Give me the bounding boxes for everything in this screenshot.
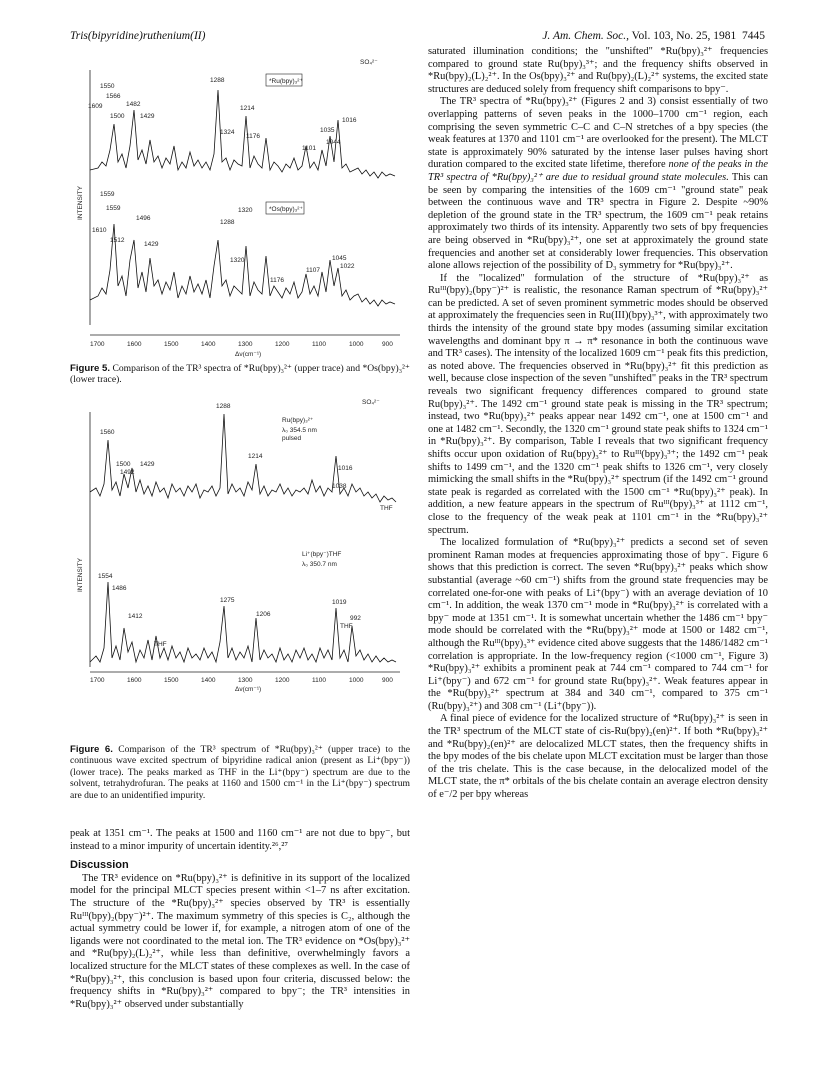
- figure-5-plot: [70, 50, 410, 360]
- figure-6-plot: [70, 392, 410, 694]
- x-tick: 1500: [164, 677, 179, 684]
- peak-label: 1320: [230, 257, 245, 264]
- figure-6-caption: [70, 744, 410, 801]
- paragraph: peak at 1351 cm⁻¹. The peaks at 1500 and 1160 cm⁻¹ are not due to bpy⁻, but instead to a minor impurity of uncertain identity.²⁶,²⁷: [70, 828, 410, 852]
- x-tick: 1500: [164, 341, 179, 348]
- x-tick: 1400: [201, 677, 216, 684]
- peak-label: 1035: [320, 127, 335, 134]
- fig5-x-ticks: [90, 341, 393, 348]
- peak-label: 1275: [220, 597, 235, 604]
- journal-citation: [542, 30, 765, 42]
- figure-6-label: Figure 6.: [70, 744, 113, 755]
- fig6-y-label: INTENSITY: [77, 558, 84, 592]
- paragraph: A final piece of evidence for the localized structure of *Ru(bpy)₃²⁺ is seen in the TR³ spectrum of the MLCT state of cis-Ru(bpy)₂(en)²⁺. If both *Ru(bpy)₃²⁺ and *Ru(bpy)₂(en)²⁺ are delocalized MLCT states, then the frequency shifts in the bpy modes of the bis chelate upon MLCT excitation must be larger than those of the tris chelate. This is the case because, in the delocalized model of the MLCT state, the π* orbitals of the bis chelate contain an average electron density of e⁻/2 per bpy whereas: [428, 713, 768, 801]
- peak-label: 1044: [326, 139, 341, 146]
- x-tick: 1700: [90, 677, 105, 684]
- fig6-lower-trace: [90, 582, 396, 662]
- figure-6: [70, 392, 410, 694]
- peak-label: 1176: [270, 277, 284, 284]
- figure-5-label: Figure 5.: [70, 363, 111, 374]
- x-tick: 1100: [312, 677, 326, 684]
- peak-label: 1412: [128, 613, 143, 620]
- peak-label: 1559: [106, 205, 121, 212]
- peak-label: 1214: [248, 453, 263, 460]
- fig6-lower-peak-labels: [98, 573, 361, 622]
- peak-label: 1512: [110, 237, 125, 244]
- paragraph: saturated illumination conditions; the "unshifted" *Ru(bpy)₃²⁺ frequencies compared to ground state Ru(bpy)₃³⁺; and the frequency shifts observed in *Ru(bpy)₂(L)₂²⁺. In the Os(bpy)₃²⁺ and Ru(bpy)₂(L)₂²⁺ systems, the excited state structures are deduced solely from frequency shift comparisons to bpy⁻.: [428, 46, 768, 95]
- x-tick: 1700: [90, 341, 105, 348]
- fig6-upper-legend: Ru(bpy)₃²⁺: [282, 417, 314, 424]
- peak-label: 1019: [332, 599, 347, 606]
- peak-label: 1288: [216, 403, 231, 410]
- peak-label: 1320: [238, 207, 253, 214]
- page-number: 7445: [742, 30, 765, 42]
- paragraph: If the "localized" formulation of the structure of *Ru(bpy)₃²⁺ as Ruᴵᴵᴵ(bpy)₂(bpy⁻)²⁺ is realistic, the resonance Raman spectrum of *Ru(bpy)₃²⁺ can be predicted. A set of seven prominent symmetric modes should be observed at approximately the frequencies seen in Ru(III)(bpy)₃³⁺, with approximately two thirds the intensity of the ground state bpy modes (assuming similar excitation wavelengths and dominant bpy π → π* resonance in both the continuous wave and TR³ cases). The intensity of the localized 1609 cm⁻¹ peak fits this prediction, as noted above. The frequencies observed in *Ru(bpy)₃²⁺ fit this prediction as well, because close inspection of the seven "unshifted" peaks in the TR³ spectrum reveals two significant frequency differences compared to ground state Ru(bpy)₃²⁺. The 1492 cm⁻¹ ground state peak is missing in the TR³ spectrum; instead, two *Ru(bpy)₃²⁺ peaks appear near 1492 cm⁻¹, one at 1500 cm⁻¹ and one at 1482 cm⁻¹. Secondly, the 1320 cm⁻¹ ground state peak shifts to 1324 cm⁻¹ in *Ru(bpy)₃²⁺. By comparison, Table I reveals that two significant frequency shifts occur upon oxidation of Ru(bpy)₃²⁺ to Ruᴵᴵᴵ(bpy)₃³⁺; the 1492 cm⁻¹ peak shifts to 1499 cm⁻¹, and the 1320 cm⁻¹ peak shifts to 1326 cm⁻¹, very closely mimicking the small shifts in the *Ru(bpy)₃²⁺ spectrum (if the 1492 cm⁻¹ ground state peak is regarded as correlated with the 1500 cm⁻¹ *Ru(bpy)₃²⁺ peak). In addition, a new feature appears in the spectrum of Ruᴵᴵᴵ(bpy)₃³⁺ at 1112 cm⁻¹, close to the frequency of the weak peak at 1101 cm⁻¹ in the *Ru(bpy)₃²⁺ spectrum.: [428, 272, 768, 536]
- peak-label: 1016: [338, 465, 353, 472]
- peak-label: 1429: [140, 461, 155, 468]
- italic-emphasis: none of the peaks in the TR³ spectra of *Ru(bpy)₃²⁺ are due to residual ground state molecules.: [428, 159, 768, 183]
- figure-6-caption-text: Comparison of the TR³ spectrum of *Ru(bpy)₃²⁺ (upper trace) to the continuous wave excited spectrum of bipyridine radical anion (present as Li⁺(bpy⁻)) (lower trace). The peaks marked as THF in the Li⁺(bpy⁻) spectrum are due to the solvent, tetrahydrofuran. The peaks at 1160 and 1500 cm⁻¹ in the Li⁺(bpy⁻) spectrum are due to an unidentified impurity.: [70, 744, 410, 801]
- fig5-upper-peak-labels: [88, 77, 357, 152]
- volume-info: Vol. 103, No. 25, 1981: [631, 30, 737, 42]
- fig5-y-label: INTENSITY: [77, 186, 84, 220]
- peak-label: 1101: [302, 145, 316, 152]
- peak-label: 1486: [112, 585, 127, 592]
- peak-label: 1038: [332, 483, 347, 490]
- figure-5: [70, 50, 410, 360]
- fig6-x-ticks: [90, 677, 393, 684]
- peak-label: 1482: [126, 101, 141, 108]
- peak-label: 1566: [106, 93, 121, 100]
- peak-label: 1609: [88, 103, 103, 110]
- peak-label: 1176: [246, 133, 260, 140]
- right-column-text: [428, 46, 768, 802]
- peak-label: 1550: [100, 83, 115, 90]
- x-tick: 1200: [275, 677, 290, 684]
- x-tick: 900: [382, 341, 393, 348]
- fig5-upper-legend: *Ru(bpy)₃²⁺: [269, 78, 303, 85]
- peak-label: 1610: [92, 227, 107, 234]
- paragraph: The localized formulation of *Ru(bpy)₃²⁺ predicts a second set of seven prominent Raman modes at frequencies approximating those of bpy⁻. Figure 6 shows that this prediction is correct. The seven *Ru(bpy)₃²⁺ peaks which show substantial (average ~60 cm⁻¹) shifts from the ground state frequencies may be correlated one-for-one with peaks of Li⁺(bpy⁻) with an average deviation of 10 cm⁻¹. In addition, the weak 1370 cm⁻¹ mode in *Ru(bpy)₃²⁺ is correlated with a bpy⁻ mode at 1351 cm⁻¹. It is somewhat uncertain whether the 1486 cm⁻¹ bpy⁻ mode should be correlated with the *Ru(bpy)₃²⁺ mode at 1500 or 1482 cm⁻¹, although the Ruᴵᴵᴵ(bpy)₃³⁺ evidence cited above suggests that the 1486/1482 cm⁻¹ correlation is appropriate. In the low-frequency region (<1000 cm⁻¹, Figure 3) *Ru(bpy)₃²⁺ exhibits a prominent peak at 744 cm⁻¹ compared to 744 cm⁻¹ for Li⁺(bpy⁻) and 672 cm⁻¹ for ground state Ru(bpy)₃²⁺. Weak features appear in the *Ru(bpy)₃²⁺ spectrum at 384 and 340 cm⁻¹, compared to 375 cm⁻¹ (Ru(bpy)₃²⁺) and 308 cm⁻¹ (Li⁺(bpy⁻)).: [428, 537, 768, 712]
- fig5-lower-legend: *Os(bpy)₃²⁺: [269, 206, 303, 213]
- peak-label: 1492: [120, 469, 135, 476]
- peak-label: 1496: [136, 215, 151, 222]
- peak-label: 1288: [220, 219, 235, 226]
- peak-label: 1554: [98, 573, 113, 580]
- fig6-thf-label: THF: [340, 623, 353, 630]
- fig6-thf-label: THF: [154, 641, 167, 648]
- journal-name: J. Am. Chem. Soc.,: [542, 30, 629, 42]
- fig6-upper-excitation: λ₀ 354.5 nm: [282, 427, 317, 434]
- peak-label: 1429: [144, 241, 159, 248]
- running-head: Tris(bipyridine)ruthenium(II): [70, 30, 206, 42]
- paragraph-text: The TR³ spectra of *Ru(bpy)₃²⁺ (Figures 2 and 3) consist essentially of two overlapping patterns of seven peaks in the 1000–1700 cm⁻¹ region, each comprising the seven symmetric C–C and C–N stretches of a bpy species (the weak features at 1370 and 1101 cm⁻¹ are overlooked for the present). The MLCT state is approximately 90% saturated by the intense laser pulses having short duration compared to the excited state lifetime, therefore: [428, 96, 768, 171]
- peak-label: 1560: [100, 429, 115, 436]
- fig6-solvent-label: SO₄²⁻: [362, 399, 380, 406]
- fig6-lower-excitation: λ₀ 350.7 nm: [302, 561, 337, 568]
- paragraph-text: This can be seen by comparing the intensities of the 1609 cm⁻¹ "ground state" peak between the continuous wave and TR³ spectra in Figure 2. Despite ~90% depletion of the ground state in the TR³ spectrum, the 1609 cm⁻¹ peak retains approximately two thirds of its intensity. Apparently two sets of bpy frequencies are being observed in *Ru(bpy)₃²⁺, one set at approximately the ground state frequencies and another set at considerably lower frequencies. This observation alone allows rejection of the possibility of D₃ symmetry for *Ru(bpy)₃²⁺.: [428, 171, 768, 272]
- paragraph: [428, 96, 768, 272]
- peak-label: 1206: [256, 611, 271, 618]
- peak-label: 1500: [110, 113, 125, 120]
- fig6-lower-legend: Li⁺(bpy⁻)THF: [302, 551, 342, 558]
- peak-label: 1107: [306, 267, 320, 274]
- peak-label: 992: [350, 615, 361, 622]
- fig5-solvent-label: SO₄²⁻: [360, 59, 378, 66]
- fig5-x-label: Δν(cm⁻¹): [235, 351, 262, 358]
- fig6-x-label: Δν(cm⁻¹): [235, 686, 262, 693]
- x-tick: 900: [382, 677, 393, 684]
- x-tick: 1300: [238, 677, 253, 684]
- peak-label: 1288: [210, 77, 225, 84]
- x-tick: 1200: [275, 341, 290, 348]
- x-tick: 1000: [349, 341, 364, 348]
- x-tick: 1100: [312, 341, 326, 348]
- fig6-upper-peak-labels: [100, 403, 353, 490]
- fig6-upper-mode: pulsed: [282, 435, 302, 442]
- x-tick: 1600: [127, 677, 142, 684]
- peak-label: 1500: [116, 461, 131, 468]
- x-tick: 1600: [127, 341, 142, 348]
- section-heading: Discussion: [70, 859, 129, 872]
- peak-label: 1214: [240, 105, 255, 112]
- peak-label: 1559: [100, 191, 115, 198]
- fig6-thf-label: THF: [380, 505, 393, 512]
- fig6-upper-trace: [90, 414, 396, 502]
- peak-label: 1429: [140, 113, 155, 120]
- x-tick: 1000: [349, 677, 364, 684]
- x-tick: 1300: [238, 341, 253, 348]
- peak-label: 1016: [342, 117, 357, 124]
- x-tick: 1400: [201, 341, 216, 348]
- figure-5-caption-text: Comparison of the TR³ spectra of *Ru(bpy)₃²⁺ (upper trace) and *Os(bpy)₃²⁺ (lower trace).: [70, 363, 410, 386]
- figure-5-caption: [70, 363, 410, 386]
- fig5-lower-peak-labels: [92, 191, 355, 284]
- left-column-text: [70, 828, 410, 1011]
- peak-label: 1022: [340, 263, 355, 270]
- peak-label: 1045: [332, 255, 347, 262]
- paragraph: The TR³ evidence on *Ru(bpy)₃²⁺ is definitive in its support of the localized model for the principal MLCT species present within <1–7 ns after excitation. The structure of the *Ru(bpy)₃²⁺ species observed by TR³ is essentially Ruᴵᴵᴵ(bpy)₂(bpy⁻)²⁺. The maximum symmetry of this species is C₂, although the actual symmetry could be lower if, for example, a nitrogen atom of one of the ligands were not coordinated to the metal ion. The TR³ evidence on *Os(bpy)₃²⁺ and *Ru(bpy)₂(L)₂²⁺, while less than definitive, overwhelmingly favors a localized structure for the MLCT states of these complexes as well. In the case of *Ru(bpy)₃²⁺, this conclusion is based upon four criteria, discussed below: the frequency shifts in *Ru(bpy)₃²⁺ compared to bpy⁻; the TR³ intensities in *Ru(bpy)₃²⁺ observed under substantially: [70, 872, 410, 1010]
- peak-label: 1324: [220, 129, 235, 136]
